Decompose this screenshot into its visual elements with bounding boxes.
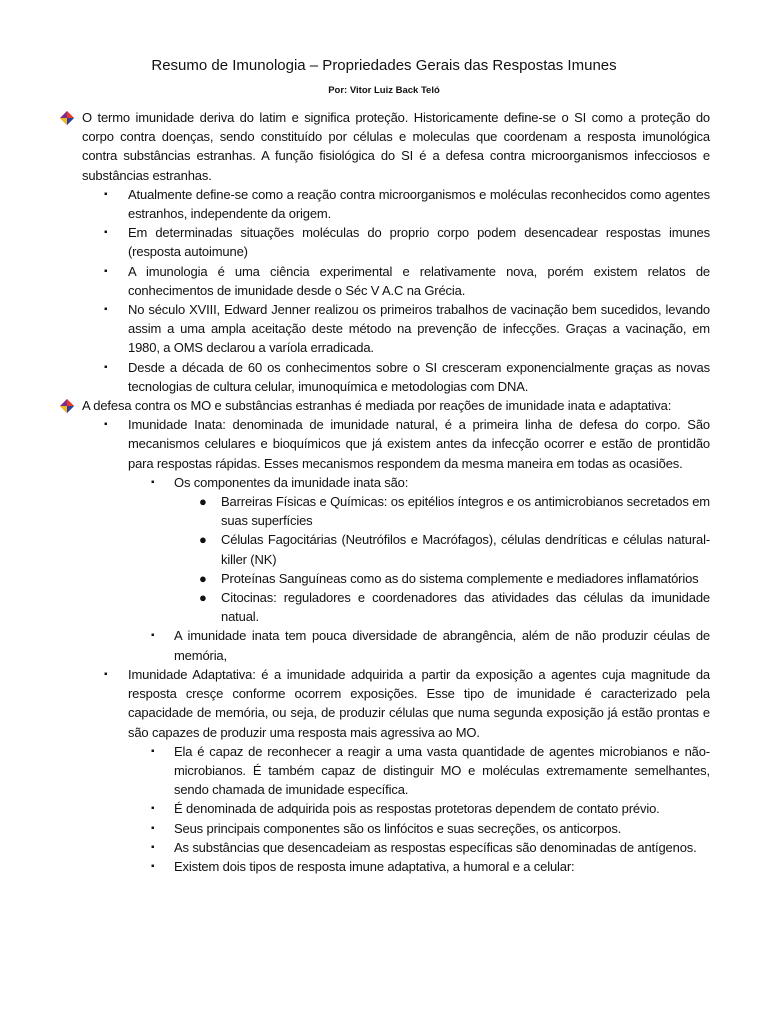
innate-immunity-item: ▪ Imunidade Inata: denominada de imunidade natural, é a primeira linha de defesa do corpo. São mecanismos celulares e bioquímicos que já existem antes da infecção ocorrer e estão de prontidão para respostas rápidas. Esses mecanismos respondem da mesma maneira em todas as ocasiões. xyxy=(104,417,710,471)
list-item: ▪ Ela é capaz de reconhecer a reagir a uma vasta quantidade de agentes microbianos e não-microbianos. É também capaz de distinguir MO e moléculas extremamente semelhantes, sendo chamada de imunidade específica. xyxy=(151,743,710,798)
document-body xyxy=(60,108,710,876)
diamond-bullet-icon xyxy=(60,111,74,125)
list-item: ▪ No século XVIII, Edward Jenner realizou os primeiros trabalhos de vacinação bem sucedidos, levando assim a uma ampla aceitação deste método na prevenção de infecções. Graças a vacinação, em 1980, a OMS declarou a varíola erradicada. xyxy=(104,302,710,356)
dot-bullet-icon: ● xyxy=(199,570,207,586)
square-bullet-icon: ▪ xyxy=(151,822,155,834)
square-bullet-icon: ▪ xyxy=(104,304,108,316)
square-bullet-icon: ▪ xyxy=(151,803,155,815)
square-bullet-icon: ▪ xyxy=(151,841,155,853)
square-bullet-icon: ▪ xyxy=(104,361,108,373)
list-item: ● Proteínas Sanguíneas como as do sistema complemente e mediadores inflamatórios xyxy=(60,569,710,588)
list-item: ▪ Existem dois tipos de resposta imune adaptativa, a humoral e a celular: xyxy=(60,857,710,876)
list-item: ▪ Desde a década de 60 os conhecimentos sobre o SI cresceram exponencialmente graças as novas tecnologias de cultura celular, imunoquímica e metodologias com DNA. xyxy=(104,359,710,394)
innate-components-heading: ▪ Os componentes da imunidade inata são: xyxy=(60,473,710,492)
diamond-bullet-icon xyxy=(60,399,74,413)
section-intro xyxy=(60,108,710,185)
list-item: ● Citocinas: reguladores e coordenadores das atividades das células da imunidade natual. xyxy=(199,590,710,625)
square-bullet-icon: ▪ xyxy=(104,668,108,680)
square-bullet-icon: ▪ xyxy=(151,630,155,642)
list-item: ▪ Em determinadas situações moléculas do proprio corpo podem desencadear respostas imunes (resposta autoimune) xyxy=(104,225,710,260)
section-defense xyxy=(60,396,710,415)
section-intro-text: O termo imunidade deriva do latim e significa proteção. Historicamente define-se o SI como a proteção do corpo contra doenças, sendo constituído por células e moleculas que coordenam a resposta imunológica contra substâncias estranhas. A função fisiológica do SI é a defesa contra microorganismos infecciosos e substâncias estranhas. xyxy=(82,110,710,183)
square-bullet-icon: ▪ xyxy=(104,419,108,431)
list-item: ● Células Fagocitárias (Neutrófilos e Macrófagos), células dendríticas e células natural-killer (NK) xyxy=(199,532,710,567)
dot-bullet-icon: ● xyxy=(199,494,207,510)
square-bullet-icon: ▪ xyxy=(151,745,155,757)
list-item: ▪ As substâncias que desencadeiam as respostas específicas são denominadas de antígenos. xyxy=(60,838,710,857)
list-item: ▪ A imunologia é uma ciência experimental e relativamente nova, porém existem relatos de conhecimentos de imunidade desde o Séc V A.C na Grécia. xyxy=(104,263,710,298)
adaptive-immunity-item: ▪ Imunidade Adaptativa: é a imunidade adquirida a partir da exposição a agentes cuja magnitude da resposta cresçe conforme ocorrem exposições. Esse tipo de imunidade é caracterizado pela capacidade de memória, ou seja, de produzir células que numa segunda exposição já estão prontas e são capazes de produzir uma resposta mais agressiva ao MO. xyxy=(104,666,710,740)
square-bullet-icon: ▪ xyxy=(104,265,108,277)
document-title: Resumo de Imunologia – Propriedades Gerais das Respostas Imunes xyxy=(151,57,617,74)
dot-bullet-icon: ● xyxy=(199,590,207,606)
list-item: ▪ Seus principais componentes são os linfócitos e suas secreções, os anticorpos. xyxy=(60,819,710,838)
section-defense-text: A defesa contra os MO e substâncias estranhas é mediada por reações de imunidade inata e adaptativa: xyxy=(82,398,672,414)
square-bullet-icon: ▪ xyxy=(104,227,108,239)
list-item: ● Barreiras Físicas e Químicas: os epitélios íntegros e os antimicrobianos secretados em suas superfícies xyxy=(199,494,710,529)
square-bullet-icon: ▪ xyxy=(104,188,108,200)
list-item: ▪ É denominada de adquirida pois as respostas protetoras dependem de contato prévio. xyxy=(60,799,710,818)
square-bullet-icon: ▪ xyxy=(151,860,155,872)
document-author: Por: Vitor Luiz Back Teló xyxy=(328,85,440,96)
innate-diversity-item: ▪ A imunidade inata tem pouca diversidade de abrangência, além de não produzir céulas de memória, xyxy=(151,628,710,663)
square-bullet-icon: ▪ xyxy=(151,476,155,488)
list-item: ▪ Atualmente define-se como a reação contra microorganismos e moléculas reconhecidos como agentes estranhos, independente da origem. xyxy=(104,186,710,222)
dot-bullet-icon: ● xyxy=(199,532,207,548)
